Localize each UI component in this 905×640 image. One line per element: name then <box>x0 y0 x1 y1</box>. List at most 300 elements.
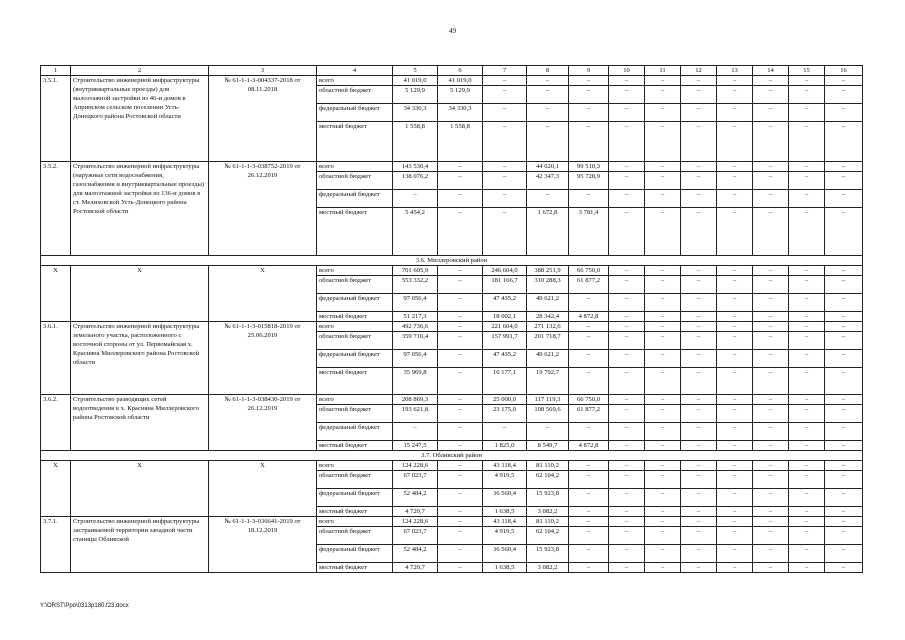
amount-cell: – <box>609 489 645 507</box>
amount-cell: – <box>569 527 609 545</box>
amount-cell: 108 569,6 <box>527 405 569 423</box>
amount-cell: – <box>609 368 645 395</box>
amount-cell: – <box>569 322 609 332</box>
amount-cell: – <box>645 368 681 395</box>
amount-cell: – <box>753 208 789 256</box>
amount-cell: – <box>609 312 645 322</box>
amount-cell: 97 056,4 <box>393 350 438 368</box>
amount-cell: – <box>609 76 645 86</box>
funding-source: областной бюджет <box>317 172 393 190</box>
amount-cell: 66 750,0 <box>569 266 609 276</box>
amount-cell: 43 118,4 <box>483 461 527 471</box>
amount-cell: – <box>645 507 681 517</box>
amount-cell: – <box>681 104 717 122</box>
amount-cell: – <box>609 545 645 563</box>
amount-cell: 1 672,8 <box>527 208 569 256</box>
table-row <box>41 395 863 405</box>
amount-cell: 67 023,7 <box>393 471 438 489</box>
amount-cell: – <box>825 76 863 86</box>
amount-cell: 181 166,7 <box>483 276 527 294</box>
amount-cell: – <box>527 86 569 104</box>
amount-cell: – <box>717 441 753 451</box>
amount-cell: 42 347,3 <box>527 172 569 190</box>
amount-cell: 28 342,4 <box>527 312 569 322</box>
amount-cell: – <box>825 563 863 573</box>
district-heading: 3.6. Миллеровский район <box>41 256 863 266</box>
amount-cell: – <box>789 276 825 294</box>
amount-cell: – <box>717 489 753 507</box>
amount-cell: – <box>825 517 863 527</box>
amount-cell: – <box>681 527 717 545</box>
amount-cell: – <box>789 507 825 517</box>
amount-cell: – <box>483 208 527 256</box>
amount-cell: 208 869,3 <box>393 395 438 405</box>
amount-cell: – <box>569 489 609 507</box>
amount-cell: 157 991,7 <box>483 332 527 350</box>
amount-cell: – <box>825 471 863 489</box>
amount-cell: 61 877,2 <box>569 405 609 423</box>
amount-cell: – <box>681 441 717 451</box>
amount-cell: – <box>789 527 825 545</box>
amount-cell: – <box>609 122 645 162</box>
funding-source: местный бюджет <box>317 441 393 451</box>
amount-cell: – <box>753 332 789 350</box>
amount-cell: – <box>717 276 753 294</box>
item-number: 3.5.1. <box>41 76 71 162</box>
amount-cell: – <box>753 527 789 545</box>
amount-cell: – <box>753 276 789 294</box>
amount-cell: – <box>825 276 863 294</box>
amount-cell: – <box>789 294 825 312</box>
funding-source: областной бюджет <box>317 276 393 294</box>
amount-cell: – <box>438 395 483 405</box>
amount-cell: – <box>645 162 681 172</box>
funding-source: областной бюджет <box>317 332 393 350</box>
amount-cell: – <box>825 294 863 312</box>
amount-cell: – <box>645 312 681 322</box>
amount-cell: – <box>483 423 527 441</box>
column-number: 16 <box>825 66 863 76</box>
project-name: Строительство инженерной инфраструктуры (внутриквартальные проезды) для малоэтажной застройки из 46-и домов в Апринском сельском поселении Усть-Донецкого района Ростовской области <box>71 76 209 162</box>
amount-cell: – <box>717 266 753 276</box>
amount-cell: – <box>825 86 863 104</box>
amount-cell: 34 330,3 <box>438 104 483 122</box>
amount-cell: – <box>717 172 753 190</box>
amount-cell: – <box>789 190 825 208</box>
amount-cell: 47 435,2 <box>483 294 527 312</box>
amount-cell: – <box>645 461 681 471</box>
amount-cell: – <box>609 294 645 312</box>
amount-cell: – <box>527 423 569 441</box>
amount-cell: – <box>438 405 483 423</box>
amount-cell: – <box>789 76 825 86</box>
amount-cell: – <box>789 332 825 350</box>
amount-cell: – <box>645 76 681 86</box>
column-number: 10 <box>609 66 645 76</box>
amount-cell: – <box>609 517 645 527</box>
amount-cell: 81 110,2 <box>527 461 569 471</box>
amount-cell: – <box>645 489 681 507</box>
amount-cell: – <box>681 350 717 368</box>
amount-cell: – <box>438 294 483 312</box>
amount-cell: – <box>789 172 825 190</box>
page-number: 49 <box>449 27 456 35</box>
not-applicable-mark: Х <box>209 461 317 517</box>
amount-cell: – <box>717 122 753 162</box>
amount-cell: – <box>569 86 609 104</box>
amount-cell: – <box>645 563 681 573</box>
amount-cell: – <box>645 332 681 350</box>
amount-cell: – <box>438 190 483 208</box>
amount-cell: – <box>438 208 483 256</box>
expertise-conclusion: № 61-1-1-3-038430-2019 от 26.12.2019 <box>209 395 317 451</box>
amount-cell: 49 621,2 <box>527 294 569 312</box>
amount-cell: – <box>825 208 863 256</box>
amount-cell: – <box>645 517 681 527</box>
amount-cell: – <box>569 104 609 122</box>
funding-source: федеральный бюджет <box>317 423 393 441</box>
amount-cell: 201 718,7 <box>527 332 569 350</box>
amount-cell: 4 720,7 <box>393 563 438 573</box>
amount-cell: – <box>609 471 645 489</box>
amount-cell: 701 605,9 <box>393 266 438 276</box>
amount-cell: 8 549,7 <box>527 441 569 451</box>
funding-source: всего <box>317 517 393 527</box>
amount-cell: 4 720,7 <box>393 507 438 517</box>
amount-cell: – <box>681 471 717 489</box>
amount-cell: – <box>681 332 717 350</box>
amount-cell: – <box>438 172 483 190</box>
amount-cell: 271 132,6 <box>527 322 569 332</box>
amount-cell: – <box>717 104 753 122</box>
amount-cell: – <box>717 507 753 517</box>
not-applicable-mark: Х <box>41 461 71 517</box>
amount-cell: – <box>789 395 825 405</box>
amount-cell: – <box>753 471 789 489</box>
not-applicable-mark: Х <box>209 266 317 322</box>
amount-cell: – <box>609 190 645 208</box>
amount-cell: – <box>569 190 609 208</box>
amount-cell: – <box>717 76 753 86</box>
district-section-row <box>41 256 863 266</box>
amount-cell: 41 019,0 <box>393 76 438 86</box>
amount-cell: – <box>569 517 609 527</box>
amount-cell: – <box>483 162 527 172</box>
amount-cell: 52 484,2 <box>393 545 438 563</box>
amount-cell: – <box>681 86 717 104</box>
amount-cell: – <box>825 545 863 563</box>
amount-cell: – <box>645 266 681 276</box>
table-row <box>41 322 863 332</box>
amount-cell: – <box>717 423 753 441</box>
amount-cell: 67 023,7 <box>393 527 438 545</box>
amount-cell: 124 228,6 <box>393 461 438 471</box>
expertise-conclusion: № 61-1-1-3-015818-2019 от 25.06.2019 <box>209 322 317 395</box>
amount-cell: – <box>717 208 753 256</box>
amount-cell: 138 076,2 <box>393 172 438 190</box>
amount-cell: – <box>753 104 789 122</box>
amount-cell: 36 560,4 <box>483 545 527 563</box>
amount-cell: 1 638,5 <box>483 563 527 573</box>
amount-cell: – <box>438 312 483 322</box>
table-row <box>41 517 863 527</box>
amount-cell: – <box>681 545 717 563</box>
amount-cell: 66 750,0 <box>569 395 609 405</box>
amount-cell: – <box>825 350 863 368</box>
amount-cell: – <box>569 563 609 573</box>
amount-cell: – <box>717 405 753 423</box>
amount-cell: – <box>645 395 681 405</box>
district-section-row <box>41 451 863 461</box>
amount-cell: 52 484,2 <box>393 489 438 507</box>
amount-cell: – <box>681 461 717 471</box>
funding-source: местный бюджет <box>317 368 393 395</box>
amount-cell: – <box>681 208 717 256</box>
amount-cell: – <box>438 527 483 545</box>
funding-source: федеральный бюджет <box>317 104 393 122</box>
amount-cell: – <box>789 489 825 507</box>
amount-cell: – <box>569 461 609 471</box>
amount-cell: – <box>789 545 825 563</box>
amount-cell: – <box>645 441 681 451</box>
amount-cell: – <box>645 172 681 190</box>
amount-cell: – <box>438 322 483 332</box>
amount-cell: 4 872,8 <box>569 312 609 322</box>
amount-cell: – <box>438 162 483 172</box>
amount-cell: – <box>681 162 717 172</box>
amount-cell: – <box>609 395 645 405</box>
amount-cell: 4 872,8 <box>569 441 609 451</box>
amount-cell: 49 621,2 <box>527 350 569 368</box>
amount-cell: – <box>645 350 681 368</box>
amount-cell: – <box>681 76 717 86</box>
column-number: 3 <box>209 66 317 76</box>
amount-cell: – <box>438 471 483 489</box>
amount-cell: – <box>438 461 483 471</box>
funding-source: федеральный бюджет <box>317 545 393 563</box>
amount-cell: – <box>483 86 527 104</box>
amount-cell: – <box>789 350 825 368</box>
funding-source: всего <box>317 461 393 471</box>
amount-cell: 1 825,0 <box>483 441 527 451</box>
amount-cell: 1 558,8 <box>393 122 438 162</box>
amount-cell: 36 560,4 <box>483 489 527 507</box>
amount-cell: 221 604,0 <box>483 322 527 332</box>
amount-cell: – <box>753 322 789 332</box>
amount-cell: 124 228,6 <box>393 517 438 527</box>
amount-cell: 4 919,5 <box>483 471 527 489</box>
amount-cell: – <box>753 350 789 368</box>
amount-cell: – <box>681 172 717 190</box>
amount-cell: 62 104,2 <box>527 527 569 545</box>
column-number: 11 <box>645 66 681 76</box>
amount-cell: 246 604,0 <box>483 266 527 276</box>
amount-cell: – <box>681 489 717 507</box>
project-name: Строительство инженерной инфраструктуры (наружные сети водоснабжения, газоснабжения и внутриквартальные проезды) для малоэтажной застройки из 136-и домов в ст. Мелиховской Усть-Донецкого района Ростовской области <box>71 162 209 256</box>
amount-cell: 41 019,0 <box>438 76 483 86</box>
amount-cell: – <box>825 405 863 423</box>
funding-source: местный бюджет <box>317 312 393 322</box>
amount-cell: – <box>753 563 789 573</box>
amount-cell: 95 728,9 <box>569 172 609 190</box>
amount-cell: – <box>609 405 645 423</box>
amount-cell: – <box>569 368 609 395</box>
amount-cell: – <box>609 332 645 350</box>
amount-cell: – <box>645 276 681 294</box>
amount-cell: 61 877,2 <box>569 276 609 294</box>
amount-cell: – <box>789 208 825 256</box>
amount-cell: – <box>789 423 825 441</box>
funding-source: всего <box>317 76 393 86</box>
amount-cell: – <box>609 276 645 294</box>
amount-cell: – <box>438 507 483 517</box>
funding-source: областной бюджет <box>317 405 393 423</box>
funding-source: всего <box>317 162 393 172</box>
amount-cell: 62 104,2 <box>527 471 569 489</box>
project-name: Строительство инженерной инфраструктуры застраиваемой территории западной части станицы Обливской <box>71 517 209 573</box>
amount-cell: – <box>717 322 753 332</box>
funding-source: всего <box>317 266 393 276</box>
column-number: 12 <box>681 66 717 76</box>
amount-cell: – <box>681 423 717 441</box>
amount-cell: – <box>753 507 789 517</box>
amount-cell: – <box>789 368 825 395</box>
column-number: 9 <box>569 66 609 76</box>
amount-cell: – <box>569 423 609 441</box>
amount-cell: – <box>609 563 645 573</box>
amount-cell: – <box>609 350 645 368</box>
amount-cell: – <box>753 368 789 395</box>
amount-cell: – <box>609 266 645 276</box>
amount-cell: – <box>825 312 863 322</box>
amount-cell: – <box>717 86 753 104</box>
amount-cell: – <box>527 104 569 122</box>
amount-cell: – <box>645 545 681 563</box>
item-number: 3.5.2. <box>41 162 71 256</box>
funding-source: всего <box>317 395 393 405</box>
amount-cell: – <box>645 294 681 312</box>
amount-cell: – <box>569 471 609 489</box>
amount-cell: – <box>645 405 681 423</box>
column-number: 14 <box>753 66 789 76</box>
table-row <box>41 266 863 276</box>
amount-cell: 5 129,9 <box>438 86 483 104</box>
amount-cell: – <box>609 162 645 172</box>
amount-cell: 3 082,2 <box>527 563 569 573</box>
amount-cell: 25 000,0 <box>483 395 527 405</box>
amount-cell: 117 119,3 <box>527 395 569 405</box>
amount-cell: – <box>717 471 753 489</box>
amount-cell: – <box>825 527 863 545</box>
column-number: 1 <box>41 66 71 76</box>
amount-cell: – <box>681 517 717 527</box>
amount-cell: – <box>609 322 645 332</box>
amount-cell: – <box>753 86 789 104</box>
amount-cell: – <box>753 266 789 276</box>
expertise-conclusion: № 61-1-1-3-004337-2018 от 08.11.2018 <box>209 76 317 162</box>
amount-cell: – <box>789 162 825 172</box>
amount-cell: 15 247,5 <box>393 441 438 451</box>
amount-cell: – <box>609 172 645 190</box>
amount-cell: – <box>438 563 483 573</box>
amount-cell: 44 020,1 <box>527 162 569 172</box>
amount-cell: – <box>438 489 483 507</box>
amount-cell: – <box>438 266 483 276</box>
amount-cell: 15 923,8 <box>527 545 569 563</box>
amount-cell: – <box>681 312 717 322</box>
amount-cell: – <box>753 122 789 162</box>
expertise-conclusion: № 61-1-1-3-038752-2019 от 26.12.2019 <box>209 162 317 256</box>
amount-cell: 553 332,2 <box>393 276 438 294</box>
expertise-conclusion: № 61-1-1-3-036641-2019 от 18.12.2019 <box>209 517 317 573</box>
amount-cell: – <box>393 190 438 208</box>
table-row <box>41 461 863 471</box>
amount-cell: – <box>789 86 825 104</box>
amount-cell: – <box>717 461 753 471</box>
amount-cell: – <box>483 122 527 162</box>
amount-cell: – <box>753 545 789 563</box>
amount-cell: 15 923,8 <box>527 489 569 507</box>
amount-cell: – <box>645 208 681 256</box>
amount-cell: – <box>717 190 753 208</box>
amount-cell: – <box>483 76 527 86</box>
amount-cell: – <box>438 350 483 368</box>
amount-cell: – <box>753 517 789 527</box>
amount-cell: – <box>681 122 717 162</box>
amount-cell: 5 129,9 <box>393 86 438 104</box>
amount-cell: – <box>609 441 645 451</box>
amount-cell: – <box>753 312 789 322</box>
table-body <box>41 66 863 573</box>
amount-cell: 47 435,2 <box>483 350 527 368</box>
amount-cell: – <box>717 294 753 312</box>
amount-cell: – <box>609 461 645 471</box>
amount-cell: 1 638,5 <box>483 507 527 517</box>
amount-cell: 310 288,3 <box>527 276 569 294</box>
amount-cell: – <box>717 395 753 405</box>
amount-cell: 99 510,3 <box>569 162 609 172</box>
funding-source: всего <box>317 322 393 332</box>
amount-cell: – <box>789 461 825 471</box>
amount-cell: 18 002,1 <box>483 312 527 322</box>
amount-cell: 97 056,4 <box>393 294 438 312</box>
amount-cell: – <box>717 162 753 172</box>
amount-cell: – <box>438 276 483 294</box>
amount-cell: – <box>438 517 483 527</box>
amount-cell: 16 177,1 <box>483 368 527 395</box>
funding-source: областной бюджет <box>317 527 393 545</box>
amount-cell: 4 919,5 <box>483 527 527 545</box>
amount-cell: – <box>681 294 717 312</box>
amount-cell: – <box>483 104 527 122</box>
item-number: 3.7.1. <box>41 517 71 573</box>
amount-cell: – <box>825 190 863 208</box>
amount-cell: – <box>717 350 753 368</box>
funding-source: федеральный бюджет <box>317 489 393 507</box>
amount-cell: – <box>753 172 789 190</box>
column-number: 5 <box>393 66 438 76</box>
amount-cell: – <box>789 266 825 276</box>
amount-cell: – <box>753 423 789 441</box>
amount-cell: 193 621,8 <box>393 405 438 423</box>
amount-cell: – <box>645 190 681 208</box>
funding-source: местный бюджет <box>317 122 393 162</box>
amount-cell: – <box>825 507 863 517</box>
amount-cell: – <box>645 86 681 104</box>
amount-cell: – <box>569 545 609 563</box>
amount-cell: – <box>438 332 483 350</box>
amount-cell: – <box>825 322 863 332</box>
